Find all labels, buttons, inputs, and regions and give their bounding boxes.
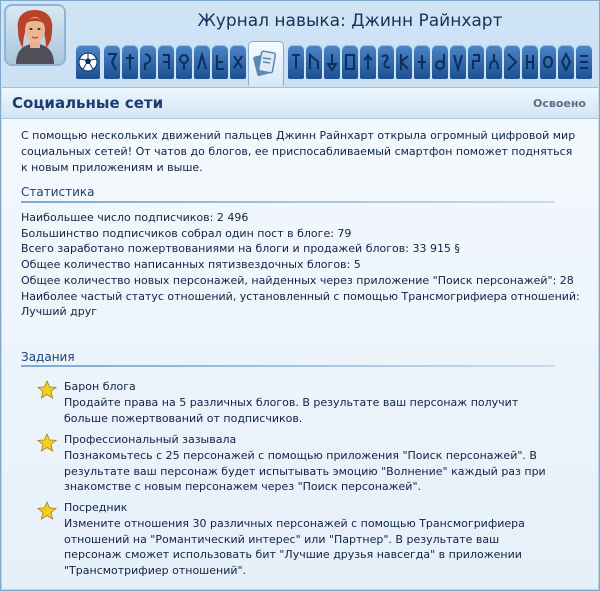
skill-name: Социальные сети [12, 94, 164, 112]
tab-skill-10[interactable] [306, 45, 322, 79]
tab-skill-3[interactable] [140, 45, 156, 79]
stat-line: Общее количество новых персонажей, найденных через приложение "Поиск персонажей": 28 [21, 273, 574, 287]
smartphone-icon [252, 49, 278, 79]
status-badge: Освоено [532, 97, 586, 110]
tab-skill-9[interactable] [288, 45, 304, 79]
skill-glyph-icon [214, 52, 226, 72]
skill-glyph-icon [232, 52, 244, 72]
statistics-heading: Статистика [21, 185, 95, 199]
skill-glyph-icon [470, 52, 482, 72]
tab-skill-7[interactable] [212, 45, 228, 79]
tab-skill-1[interactable] [104, 45, 120, 79]
tab-skill-20[interactable] [486, 45, 502, 79]
tab-skill-17[interactable] [432, 45, 448, 79]
task-name: Посредник [64, 501, 128, 514]
skill-glyph-icon [542, 52, 554, 72]
task-description: Познакомьтесь с 25 персонажей с помощью приложения "Поиск персонажей". В результате ваш персонаж будет испытывать эмоцию "Волнение" каждый раз при знакомстве с новым персонажем через "Поиск персонажей". [64, 449, 546, 494]
tab-skill-22[interactable] [522, 45, 538, 79]
skill-glyph-icon [506, 52, 518, 72]
skill-glyph-icon [398, 52, 410, 72]
window-title: Журнал навыка: Джинн Райнхарт [197, 11, 503, 31]
stat-line: Наибольшее число подписчиков: 2 496 [21, 211, 249, 224]
skill-glyph-icon [106, 52, 118, 72]
tab-skill-13[interactable] [360, 45, 376, 79]
tab-skill-sports[interactable] [76, 45, 100, 79]
skill-glyph-icon [380, 52, 392, 72]
avatar [4, 4, 66, 66]
skill-glyph-icon [344, 52, 356, 72]
skill-glyph-icon [452, 52, 464, 72]
skill-glyph-icon [434, 52, 446, 72]
task-name: Барон блога [64, 380, 136, 393]
skill-glyph-icon [488, 52, 500, 72]
tab-skill-16[interactable] [414, 45, 430, 79]
tab-skill-19[interactable] [468, 45, 484, 79]
statistics-divider [21, 201, 555, 203]
skill-glyph-icon [160, 52, 172, 72]
tab-skill-18[interactable] [450, 45, 466, 79]
skill-glyph-icon [560, 52, 572, 72]
stat-line: Большинство подписчиков собрал один пост в блоге: 79 [21, 226, 352, 240]
tab-skill-15[interactable] [396, 45, 412, 79]
avatar-portrait [6, 6, 64, 64]
skill-glyph-icon [290, 52, 302, 72]
statistics-list [21, 210, 581, 320]
tab-skill-6[interactable] [194, 45, 210, 79]
skill-glyph-icon [124, 52, 136, 72]
tasks-heading: Задания [21, 350, 75, 364]
star-icon [37, 433, 57, 453]
skill-glyph-icon [326, 52, 338, 72]
skill-header [2, 88, 598, 119]
task-name: Профессиональный зазывала [64, 433, 237, 446]
skill-glyph-icon [196, 52, 208, 72]
skill-tab-strip [76, 41, 596, 85]
skill-glyph-icon [178, 52, 190, 72]
tab-skill-4[interactable] [158, 45, 174, 79]
skill-glyph-icon [142, 52, 154, 72]
tab-skill-21[interactable] [504, 45, 520, 79]
tab-skill-14[interactable] [378, 45, 394, 79]
skill-panel [2, 87, 598, 589]
task-description: Продайте права на 5 различных блогов. В результате ваш персонаж получит больше пожертвований от подписчиков. [64, 396, 519, 425]
tab-skill-2[interactable] [122, 45, 138, 79]
star-icon [37, 380, 57, 400]
stat-line: Наиболее частый статус отношений, установленный с помощью Трансмогрифиера отношений: Лучший друг [21, 289, 580, 319]
skill-description: С помощью нескольких движений пальцев Джинн Райнхарт открыла огромный цифровой мир социальных сетей! От чатов до блогов, ее приспосабливаемый смартфон поможет подняться к новым приложениям и выше. [21, 129, 576, 174]
skill-glyph-icon [416, 52, 428, 72]
tab-skill-25[interactable] [576, 45, 592, 79]
star-icon [37, 501, 57, 521]
tab-skill-8[interactable] [230, 45, 246, 79]
tab-skill-23[interactable] [540, 45, 556, 79]
skill-glyph-icon [362, 52, 374, 72]
stat-line: Всего заработано пожертвованиями на блоги и продажей блогов: 33 915 § [21, 242, 460, 256]
tab-skill-24[interactable] [558, 45, 574, 79]
tab-skill-social-networking[interactable] [248, 41, 284, 86]
tab-skill-11[interactable] [324, 45, 340, 79]
task-description: Измените отношения 30 различных персонажей с помощью Трансмогрифиера отношений на "Романтический интерес" или "Партнер". В результате ваш персонаж сможет использовать бит "Лучшие друзья навсегда" в приложении "Трансмотрифиер отношений". [64, 517, 525, 577]
stat-line: Общее количество написанных пятизвездочных блогов: 5 [21, 258, 361, 272]
soccer-ball-icon [78, 52, 98, 72]
skill-glyph-icon [308, 52, 320, 72]
tasks-divider [21, 365, 555, 367]
skill-glyph-icon [578, 52, 590, 72]
tab-skill-5[interactable] [176, 45, 192, 79]
skill-glyph-icon [524, 52, 536, 72]
tab-skill-12[interactable] [342, 45, 358, 79]
